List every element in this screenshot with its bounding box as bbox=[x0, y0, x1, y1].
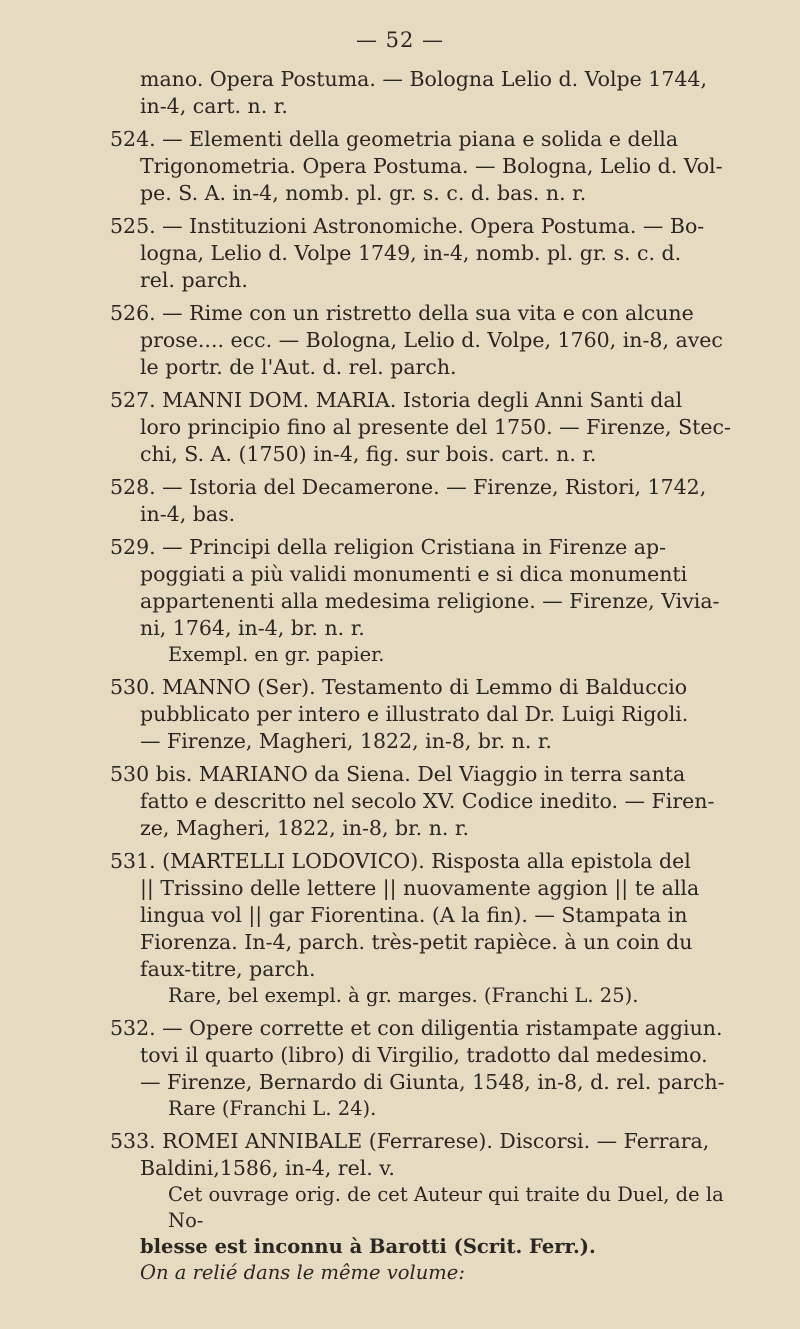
entry-line: tovi il quarto (libro) di Virgilio, tradotto dal medesimo. bbox=[140, 1043, 708, 1067]
entry-524 bbox=[110, 126, 760, 207]
page-number: — 52 — bbox=[355, 28, 445, 52]
entry-line: 528. — Istoria del Decamerone. — Firenze, Ristori, 1742, bbox=[110, 475, 707, 499]
entry-line: logna, Lelio d. Volpe 1749, in-4, nomb. pl. gr. s. c. d. bbox=[140, 241, 682, 265]
entry-line: poggiati a più validi monumenti e si dica monumenti bbox=[140, 562, 688, 586]
entry-line: pe. S. A. in-4, nomb. pl. gr. s. c. d. bas. n. r. bbox=[140, 181, 587, 205]
entry-532 bbox=[110, 1015, 760, 1122]
entry-line: 533. ROMEI ANNIBALE (Ferrarese). Discorsi. — Ferrara, bbox=[110, 1129, 710, 1153]
entry-line: in-4, cart. n. r. bbox=[140, 94, 288, 118]
entry-530-bis bbox=[110, 761, 760, 842]
entry-note: Exempl. en gr. papier. bbox=[168, 643, 385, 666]
entry-533 bbox=[110, 1128, 760, 1286]
entry-line: ze, Magheri, 1822, in-8, br. n. r. bbox=[140, 816, 469, 840]
entry-line: 531. (MARTELLI LODOVICO). Risposta alla epistola del bbox=[110, 849, 691, 873]
entry-line: Trigonometria. Opera Postuma. — Bologna, Lelio d. Vol- bbox=[140, 154, 723, 178]
entry-line: — Firenze, Magheri, 1822, in-8, br. n. r. bbox=[140, 729, 552, 753]
entry-line: Baldini,1586, in-4, rel. v. bbox=[140, 1156, 395, 1180]
entry-line: faux-titre, parch. bbox=[140, 957, 316, 981]
entry-line: 529. — Principi della religion Cristiana in Firenze ap- bbox=[110, 535, 667, 559]
entry-line: ni, 1764, in-4, br. n. r. bbox=[140, 616, 365, 640]
entry-line: || Trissino delle lettere || nuovamente aggion || te alla bbox=[140, 876, 700, 900]
entry-note-italic: On a relié dans le même volume: bbox=[140, 1261, 465, 1284]
entry-530 bbox=[110, 674, 760, 755]
entry-line: 530 bis. MARIANO da Siena. Del Viaggio in terra santa bbox=[110, 762, 686, 786]
entry-525 bbox=[110, 213, 760, 294]
entry-line: loro principio fino al presente del 1750. — Firenze, Stec- bbox=[140, 415, 731, 439]
entry-line: 525. — Instituzioni Astronomiche. Opera Postuma. — Bo- bbox=[110, 214, 705, 238]
entry-531 bbox=[110, 848, 760, 1009]
entry-note-bold: blesse est inconnu à Barotti (Scrit. Ferr.). bbox=[140, 1235, 596, 1258]
entry-continuation bbox=[110, 66, 760, 120]
entry-529 bbox=[110, 534, 760, 668]
entry-note: Rare (Franchi L. 24). bbox=[168, 1097, 377, 1120]
entry-line: rel. parch. bbox=[140, 268, 248, 292]
entry-line: Fiorenza. In-4, parch. très-petit rapièce. à un coin du bbox=[140, 930, 693, 954]
entry-526 bbox=[110, 300, 760, 381]
entry-line: 524. — Elementi della geometria piana e solida e della bbox=[110, 127, 679, 151]
entry-line: 530. MANNO (Ser). Testamento di Lemmo di Balduccio bbox=[110, 675, 688, 699]
entry-line: le portr. de l'Aut. d. rel. parch. bbox=[140, 355, 457, 379]
entry-528 bbox=[110, 474, 760, 528]
entry-line: prose.... ecc. — Bologna, Lelio d. Volpe, 1760, in-8, avec bbox=[140, 328, 723, 352]
entry-line: 532. — Opere corrette et con diligentia ristampate aggiun. bbox=[110, 1016, 723, 1040]
entry-line: 526. — Rime con un ristretto della sua vita e con alcune bbox=[110, 301, 694, 325]
entry-line: 527. MANNI DOM. MARIA. Istoria degli Anni Santi dal bbox=[110, 388, 683, 412]
entry-note: Cet ouvrage orig. de cet Auteur qui traite du Duel, de la No- bbox=[168, 1183, 724, 1232]
entry-note: Rare, bel exempl. à gr. marges. (Franchi L. 25). bbox=[168, 984, 639, 1007]
entry-line: chi, S. A. (1750) in-4, fig. sur bois. cart. n. r. bbox=[140, 442, 597, 466]
entry-line: pubblicato per intero e illustrato dal Dr. Luigi Rigoli. bbox=[140, 702, 689, 726]
entry-527 bbox=[110, 387, 760, 468]
entry-line: appartenenti alla medesima religione. — Firenze, Vivia- bbox=[140, 589, 720, 613]
entry-line: fatto e descritto nel secolo XV. Codice inedito. — Firen- bbox=[140, 789, 715, 813]
entry-line: lingua vol || gar Fiorentina. (A la fin). — Stampata in bbox=[140, 903, 688, 927]
entry-line: in-4, bas. bbox=[140, 502, 236, 526]
entry-line: — Firenze, Bernardo di Giunta, 1548, in-8, d. rel. parch- bbox=[140, 1070, 725, 1094]
entry-line: mano. Opera Postuma. — Bologna Lelio d. Volpe 1744, bbox=[140, 67, 707, 91]
